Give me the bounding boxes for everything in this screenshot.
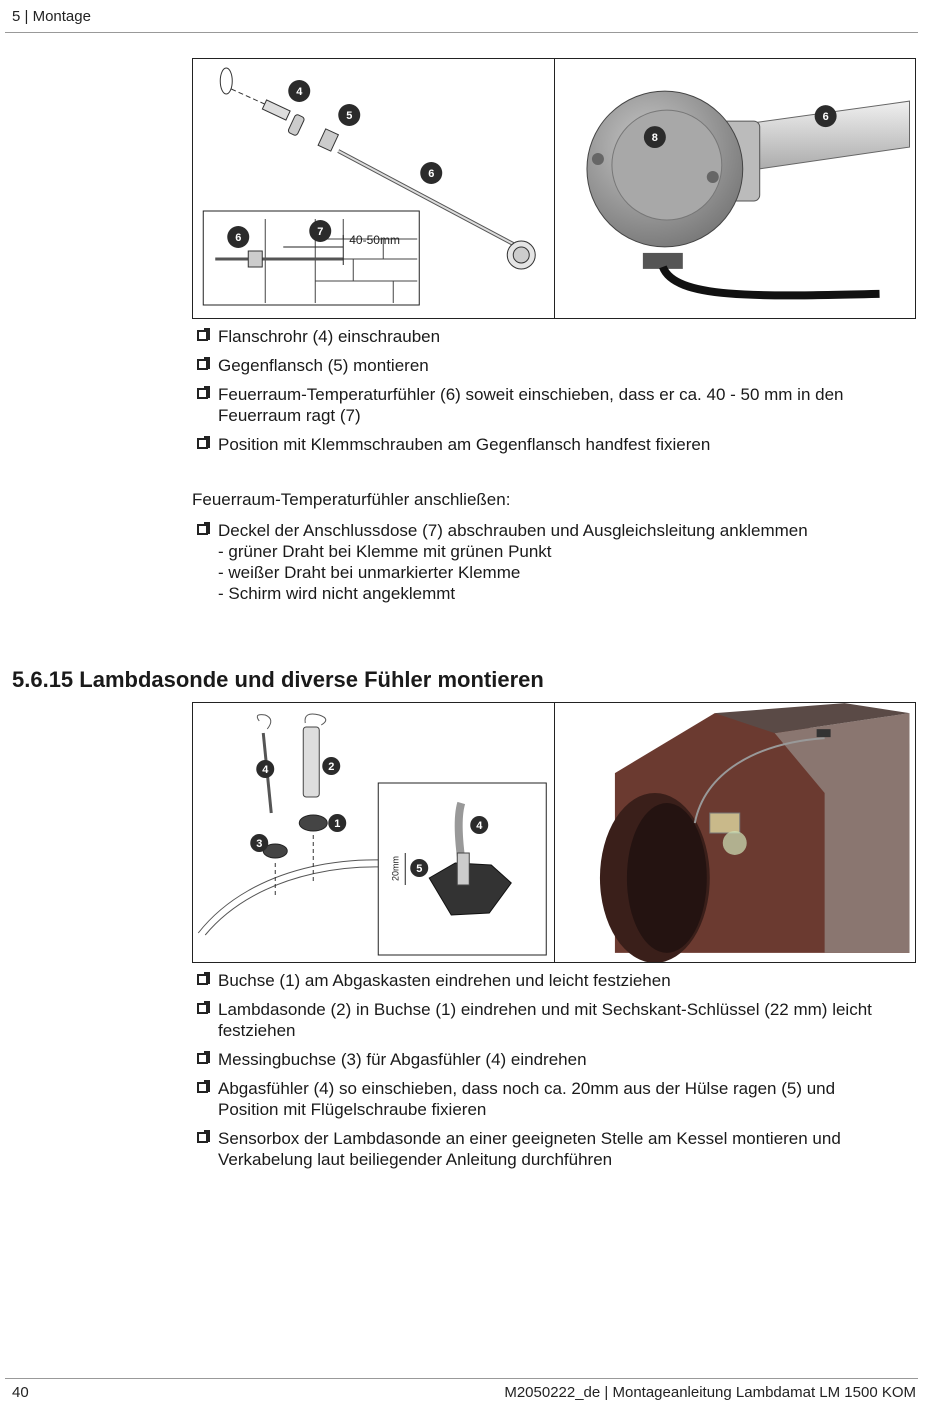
connect-step: Deckel der Anschlussdose (7) abschrauben und Ausgleichsleitung anklemmen - grüner Draht bei Klemme mit grünen Punkt - weißer Draht bei unmarkierter Klemme - Schirm wird nicht angeklemmt [196,520,896,604]
lambda-step: Buchse (1) am Abgaskasten eindrehen und leicht festziehen [196,970,896,991]
lambda-probe-drawing [193,703,554,962]
checkbox-icon [197,388,208,399]
checkbox-icon [197,330,208,341]
checkbox-icon [197,524,208,535]
svg-text:7: 7 [317,226,324,238]
mounting-step: Gegenflansch (5) montieren [196,355,896,376]
flange-assembly-drawing [193,59,554,318]
document-title: M2050222_de | Montageanleitung Lambdamat LM 1500 KOM [504,1384,916,1401]
lambda-step: Sensorbox der Lambdasonde an einer geeigneten Stelle am Kessel montieren und Verkabelung laut beiliegender Anleitung durchführen [196,1128,896,1170]
dimension-label: 20mm [390,855,401,881]
svg-text:4: 4 [262,764,269,776]
lambda-steps-list [196,970,896,1178]
section-title: 5.6.15 Lambdasonde und diverse Fühler montieren [12,667,544,692]
svg-text:6: 6 [822,111,829,124]
svg-text:5: 5 [416,863,423,875]
figure-boiler-photo [554,703,916,962]
checkbox-icon [197,1132,208,1143]
callout-7 [309,220,331,242]
callout-4 [288,80,310,102]
wire-note: - Schirm wird nicht angeklemmt [218,584,456,603]
boiler-probe-photo [555,703,916,962]
wire-note: - weißer Draht bei unmarkierter Klemme [218,563,521,582]
lambda-step: Abgasfühler (4) so einschieben, dass noch ca. 20mm aus der Hülse ragen (5) und Position mit Flügelschraube fixieren [196,1078,896,1120]
dimension-label: 40-50mm [349,233,400,247]
callout-2 [322,757,340,775]
svg-text:4: 4 [476,820,483,832]
checkbox-icon [197,359,208,370]
sensor-head-illustration [555,59,916,318]
connect-intro: Feuerraum-Temperaturfühler anschließen: [192,490,511,509]
callout-6 [420,162,442,184]
callout-4 [256,760,274,778]
svg-text:6: 6 [428,168,435,180]
mounting-steps-list [196,326,896,463]
lambda-step: Lambdasonde (2) in Buchse (1) eindrehen und mit Sechskant-Schlüssel (22 mm) leicht festziehen [196,999,896,1041]
page-number: 40 [12,1384,29,1401]
checkbox-icon [197,974,208,985]
mounting-step: Feuerraum-Temperaturfühler (6) soweit einschieben, dass er ca. 40 - 50 mm in den Feuerraum ragt (7) [196,384,896,426]
wire-note: - grüner Draht bei Klemme mit grünen Punkt [218,542,552,561]
callout-5 [338,104,360,126]
connect-steps-list [196,520,896,612]
callout-6-detail [227,226,249,248]
header-rule [5,32,918,33]
svg-text:3: 3 [256,838,263,850]
callout-5 [410,859,428,877]
figure-flange-drawing [193,59,554,318]
callout-1 [328,814,346,832]
footer-rule [5,1378,918,1379]
svg-text:4: 4 [296,86,303,98]
page-header: 5 | Montage [12,8,91,25]
svg-text:2: 2 [328,761,335,773]
svg-text:1: 1 [334,818,341,830]
callout-8 [643,126,665,148]
checkbox-icon [197,1003,208,1014]
checkbox-icon [197,438,208,449]
svg-text:6: 6 [235,232,242,244]
svg-text:5: 5 [346,110,353,122]
checkbox-icon [197,1053,208,1064]
figure-lambda-drawing [193,703,554,962]
figure-sensor-head-photo [554,59,916,318]
svg-text:8: 8 [651,132,658,145]
checkbox-icon [197,1082,208,1093]
callout-3 [250,834,268,852]
figure-flange-sensor [192,58,916,319]
mounting-step: Position mit Klemmschrauben am Gegenflansch handfest fixieren [196,434,896,455]
callout-4-detail [470,816,488,834]
figure-lambda-probe [192,702,916,963]
mounting-step: Flanschrohr (4) einschrauben [196,326,896,347]
callout-6-photo [814,105,836,127]
lambda-step: Messingbuchse (3) für Abgasfühler (4) eindrehen [196,1049,896,1070]
